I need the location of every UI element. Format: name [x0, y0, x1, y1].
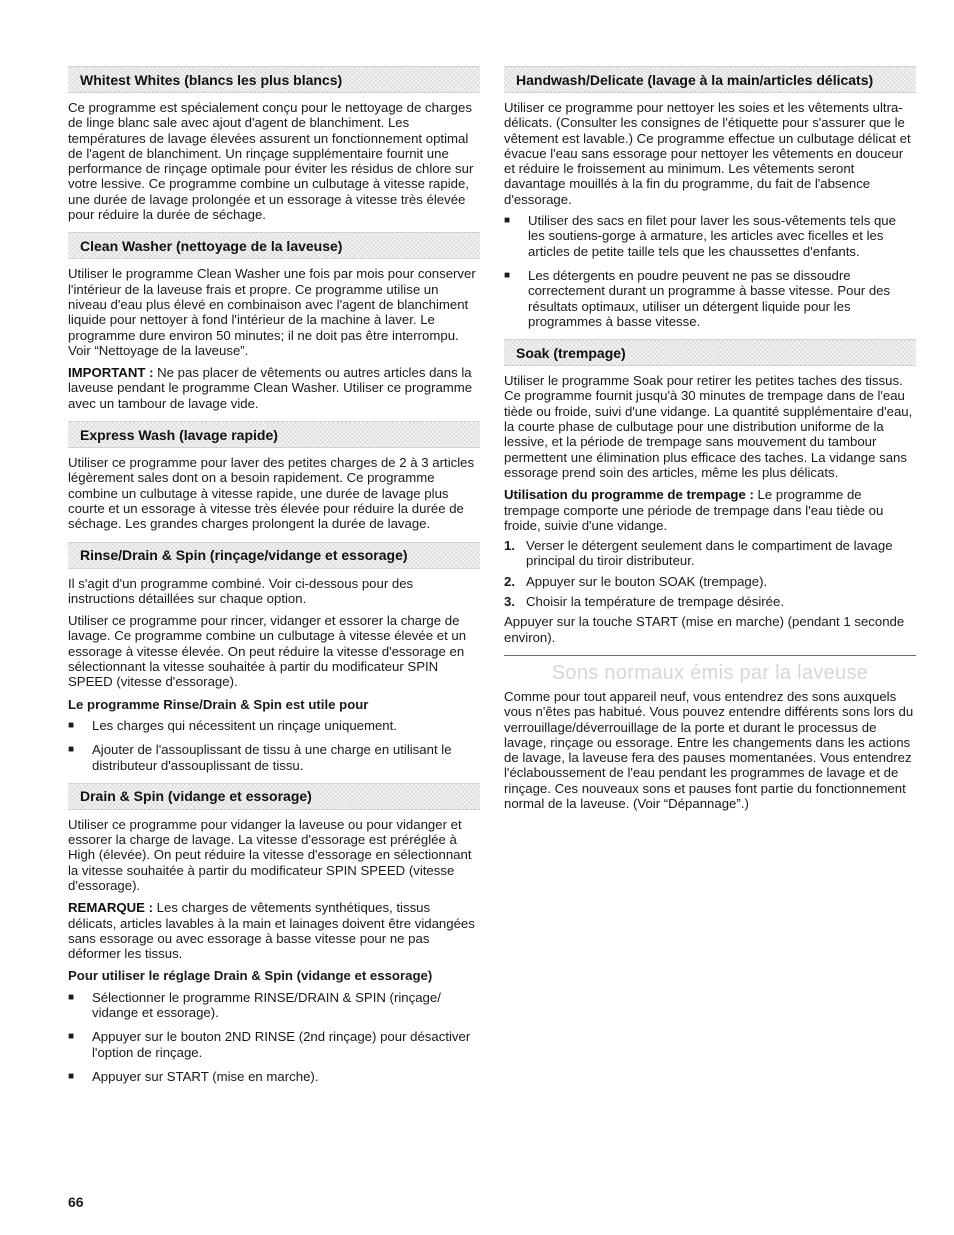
usage-label: Utilisation du programme de trempage :	[504, 487, 754, 503]
section-body: Comme pour tout appareil neuf, vous entendrez des sons auxquels vous n'êtes pas habitué. Vous pouvez entendre différents sons lors du verrouillage/déverrouillage de la porte et durant le processus de lavage, rinçage ou essorage. Entre les changements dans les actions de lavage, la laveuse fera des pauses momentanées. Vous entendrez l'éclaboussement de l'eau pendant les programmes de lavage et de rinçage. Ces nouveaux sons et pauses font partie du fonctionnement normal de la laveuse. (Voir “Dépannage”.)	[504, 688, 914, 811]
section-heading: Drain & Spin (vidange et essorage)	[68, 783, 480, 810]
remark-text: Les charges de vêtements synthétiques, tissus délicats, articles lavables à la main et lainages doivent être vidangées sans essorage ou avec essorage à basse vitesse pour ne pas déformer les tissus.	[68, 900, 475, 962]
step-number: 3.	[504, 594, 515, 610]
list-item-text: Ajouter de l'assouplissant de tissu à une charge en utilisant le distributeur d'assouplissant de tissu.	[92, 742, 452, 773]
section-heading: Handwash/Delicate (lavage à la main/articles délicats)	[504, 66, 916, 93]
bullet-square-icon: ■	[504, 215, 511, 227]
list-item	[504, 213, 916, 259]
list-item	[68, 742, 480, 773]
section-body: Utiliser ce programme pour nettoyer les soies et les vêtements ultra-délicats. (Consulter les consignes de l'étiquette pour s'assurer que le vêtement est lavable.) Ce programme effectue un culbutage délicat et évacue l'eau sans essorage pour nettoyer les vêtements en douceur et réduire le froissement au minimum. Les vêtements seront davantage mouillés à la fin du programme, du fait de l'absence d'essorage.	[504, 100, 911, 207]
section-subheading: Pour utiliser le réglage Drain & Spin (vidange et essorage)	[68, 968, 433, 984]
list-item-text: Les charges qui nécessitent un rinçage uniquement.	[92, 717, 397, 733]
section-body: Utiliser ce programme pour laver des petites charges de 2 à 3 articles légèrement sales dont on a besoin rapidement. Ce programme combine un culbutage à vitesse rapide, une durée de lavage plus courte et un essorage à vitesse très élevée pour réduire la durée de séchage. Les grandes charges prolongent la durée de lavage.	[68, 455, 475, 532]
left-column	[68, 66, 480, 1094]
step-number: 2.	[504, 573, 515, 589]
step-text: Verser le détergent seulement dans le compartiment de lavage principal du tiroir distributeur.	[526, 538, 893, 569]
section-body: Ce programme est spécialement conçu pour le nettoyage de charges de linge blanc sale avec ajout d'agent de blanchiment. Les températures de lavage élevées assurent un fonctionnement optimal de l'agent de blanchiment. Un rinçage supplémentaire fournit une performance de rinçage optimale pour éviter les résidus de chlore sur votre lessive. Ce programme combine un culbutage à vitesse rapide, une durée de lavage prolongée et un essorage à vitesse très élevée pour réduire la durée de séchage.	[68, 100, 474, 223]
bullet-square-icon: ■	[68, 719, 75, 731]
section-heading: Whitest Whites (blancs les plus blancs)	[68, 66, 480, 93]
section-express-wash	[68, 421, 480, 531]
important-text: Ne pas placer de vêtements ou autres articles dans la laveuse pendant le programme Clean Washer. Utiliser ce programme avec un tambour de lavage vide.	[68, 365, 473, 411]
step-item	[504, 538, 916, 569]
step-item	[504, 594, 916, 609]
list-item	[68, 1029, 480, 1060]
step-item	[504, 574, 916, 589]
section-body: Utiliser ce programme pour vidanger la laveuse ou pour vidanger et essorer la charge de lavage. La vitesse d'essorage est préréglée à High (élevée). On peut réduire la vitesse d'essorage en sélectionnant la vitesse souhaitée à partir du modificateur SPIN SPEED (vitesse d'essorage).	[68, 816, 472, 893]
bullet-square-icon: ■	[68, 744, 75, 756]
section-heading: Rinse/Drain & Spin (rinçage/vidange et essorage)	[68, 542, 480, 569]
step-number: 1.	[504, 538, 515, 554]
section-heading: Clean Washer (nettoyage de la laveuse)	[68, 232, 480, 259]
section-heading: Soak (trempage)	[504, 339, 916, 366]
section-body: Il s'agit d'un programme combiné. Voir ci-dessous pour des instructions détaillées sur chaque option.	[68, 575, 414, 606]
section-drain-spin	[68, 783, 480, 1084]
section-divider	[504, 655, 916, 656]
numbered-steps	[504, 538, 916, 609]
list-item-text: Les détergents en poudre peuvent ne pas se dissoudre correctement durant un programme à basse vitesse. Pour des résultats optimaux, utiliser un détergent liquide pour les programmes à basse vitesse.	[528, 267, 891, 329]
list-item	[504, 268, 916, 329]
section-subheading: Le programme Rinse/Drain & Spin est utile pour	[68, 696, 369, 712]
section-body: Utiliser le programme Clean Washer une fois par mois pour conserver l'intérieur de la laveuse frais et propre. Ce programme utilise un niveau d'eau plus élevé en combinaison avec l'agent de blanchiment liquide pour nettoyer à fond l'intérieur de la machine à laver. Le programme dure environ 50 minutes; il ne doit pas être interrompu. Voir “Nettoyage de la laveuse”.	[68, 266, 476, 358]
list-item-text: Appuyer sur le bouton 2ND RINSE (2nd rinçage) pour désactiver l'option de rinçage.	[92, 1029, 471, 1060]
remark-label: REMARQUE :	[68, 900, 153, 916]
step-text: Choisir la température de trempage désirée.	[526, 594, 785, 610]
section-whitest-whites	[68, 66, 480, 222]
section-body: Utiliser le programme Soak pour retirer les petites taches des tissus. Ce programme fournit jusqu'à 30 minutes de trempage dans de l'eau tiède ou froide, suivi d'une vidange. La quantité supplémentaire d'eau, la courte phase de culbutage pour une distribution uniforme de la lessive, et la période de trempage sans mouvement du tambour permettent une élimination plus efficace des taches. La vidange sans essorage prend soin des articles, même les plus délicats.	[504, 373, 913, 480]
bullet-list	[68, 718, 480, 773]
list-item	[68, 718, 480, 733]
important-note	[68, 365, 480, 411]
section-body: Appuyer sur la touche START (mise en marche) (pendant 1 seconde environ).	[504, 614, 905, 645]
page-number: 66	[68, 1194, 84, 1210]
section-soak	[504, 339, 916, 645]
bullet-square-icon: ■	[68, 991, 75, 1003]
list-item-text: Sélectionner le programme RINSE/DRAIN & SPIN (rinçage/ vidange et essorage).	[92, 989, 441, 1021]
bullet-square-icon: ■	[504, 269, 511, 281]
bullet-list	[504, 213, 916, 329]
bullet-list	[68, 990, 480, 1084]
important-label: IMPORTANT :	[68, 365, 154, 381]
right-column	[504, 66, 916, 821]
usage-note	[504, 487, 916, 533]
list-item	[68, 990, 480, 1021]
section-handwash-delicate	[504, 66, 916, 329]
remark-note	[68, 900, 480, 961]
section-rinse-drain-spin	[68, 542, 480, 773]
list-item-text: Utiliser des sacs en filet pour laver les sous-vêtements tels que les soutiens-gorge à armature, les articles avec ficelles et les articles de petite taille tels que les chaussettes d'enfants.	[528, 213, 896, 259]
step-text: Appuyer sur le bouton SOAK (trempage).	[526, 573, 768, 589]
section-title: Sons normaux émis par la laveuse	[551, 661, 869, 684]
list-item-text: Appuyer sur START (mise en marche).	[92, 1068, 319, 1084]
usage-text: Le programme de trempage comporte une période de trempage dans l'eau tiède ou froide, suivie d'une vidange.	[504, 487, 884, 533]
bullet-square-icon: ■	[68, 1070, 75, 1082]
section-clean-washer	[68, 232, 480, 411]
list-item	[68, 1069, 480, 1084]
section-body: Utiliser ce programme pour rincer, vidanger et essorer la charge de lavage. Ce programme combine un culbutage à vitesse élevée et un essorage à vitesse élevée. On peut réduire la vitesse d'essorage en sélectionnant la vitesse souhaitée à partir du modificateur SPIN SPEED (vitesse d'essorage).	[68, 613, 467, 690]
section-normal-sounds	[504, 655, 916, 811]
bullet-square-icon: ■	[68, 1031, 75, 1043]
section-heading: Express Wash (lavage rapide)	[68, 421, 480, 448]
